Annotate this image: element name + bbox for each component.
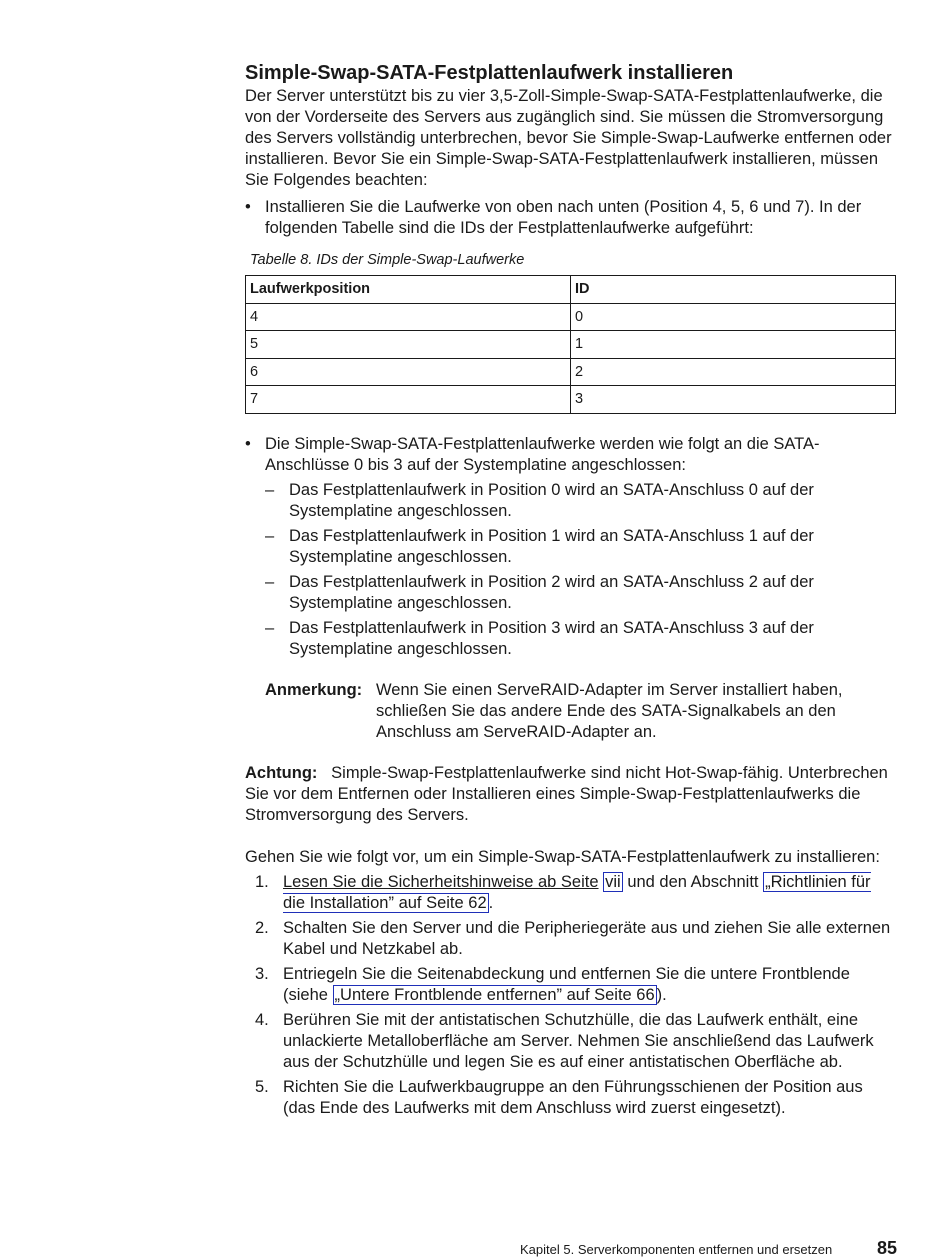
table-cell: 6: [246, 358, 571, 386]
bullet-install-order: [245, 197, 897, 239]
dash-mark: –: [265, 526, 275, 545]
table-caption: Tabelle 8. IDs der Simple-Swap-Laufwerke: [250, 252, 525, 268]
note-block: [245, 680, 897, 743]
note-text: Wenn Sie einen ServeRAID-Adapter im Server installiert haben, schließen Sie das andere Ende des SATA-Signalkabels an den Anschluss am ServeRAID-Adapter an.: [376, 680, 843, 741]
table-cell: 2: [571, 358, 896, 386]
drive-id-table: [245, 275, 896, 414]
step-item: [245, 872, 897, 914]
dash-item: [245, 572, 897, 614]
table-header-row: [246, 276, 896, 304]
step-text: Entriegeln Sie die Seitenabdeckung und entfernen Sie die untere Frontblende (siehe: [283, 964, 850, 1004]
step-number: 3.: [255, 964, 269, 983]
table-row: [246, 303, 896, 331]
dash-item: [245, 618, 897, 660]
step-text: Schalten Sie den Server und die Peripheriegeräte aus und ziehen Sie alle externen Kabel und Netzkabel ab.: [283, 918, 891, 958]
step-number: 1.: [255, 872, 269, 891]
step-text: .: [488, 893, 494, 912]
bullet-mark: •: [245, 434, 251, 453]
step-number: 5.: [255, 1077, 269, 1096]
table-cell: 0: [571, 303, 896, 331]
dash-text: Das Festplattenlaufwerk in Position 2 wird an SATA-Anschluss 2 auf der Systemplatine angeschlossen.: [289, 572, 814, 612]
attention-label: Achtung:: [245, 763, 318, 782]
step-text: und den Abschnitt: [627, 872, 759, 891]
drive-id-table-block: [245, 251, 897, 414]
steps-intro: Gehen Sie wie folgt vor, um ein Simple-Swap-SATA-Festplattenlaufwerk zu installieren:: [245, 847, 880, 866]
step-item: [245, 1010, 897, 1073]
table-cell: 7: [246, 386, 571, 414]
attention-paragraph: [245, 763, 897, 826]
table-row: [246, 331, 896, 359]
note-label: Anmerkung:: [265, 680, 363, 699]
dash-item: [245, 480, 897, 522]
step-text: ).: [656, 985, 667, 1004]
step-item: [245, 964, 897, 1006]
table-cell: 5: [246, 331, 571, 359]
dash-text: Das Festplattenlaufwerk in Position 0 wird an SATA-Anschluss 0 auf der Systemplatine angeschlossen.: [289, 480, 814, 520]
bullet-sata-connection: [245, 434, 897, 476]
table-cell: 3: [571, 386, 896, 414]
link-remove-front-bezel[interactable]: „Untere Frontblende entfernen” auf Seite 66: [334, 985, 655, 1004]
dash-mark: –: [265, 480, 275, 499]
bullet-text: Installieren Sie die Laufwerke von oben nach unten (Position 4, 5, 6 und 7). In der folgenden Tabelle sind die IDs der Festplattenlaufwerke aufgeführt:: [265, 198, 862, 237]
step-number: 2.: [255, 918, 269, 937]
table-row: [246, 386, 896, 414]
table-cell: 1: [571, 331, 896, 359]
dash-text: Das Festplattenlaufwerk in Position 3 wird an SATA-Anschluss 3 auf der Systemplatine angeschlossen.: [289, 618, 814, 658]
section-heading: Simple-Swap-SATA-Festplattenlaufwerk installieren: [245, 62, 734, 84]
step-item: [245, 1077, 897, 1119]
link-installation-guidelines[interactable]: „Richtlinien für die Installation” auf Seite 62: [283, 872, 871, 912]
step-text: Berühren Sie mit der antistatischen Schutzhülle, die das Laufwerk enthält, eine unlackierte Metalloberfläche am Server. Nehmen Sie anschließend das Laufwerk aus der Schutzhülle und legen Sie es auf einer antistatischen Oberfläche ab.: [283, 1010, 874, 1071]
bullet-text: Die Simple-Swap-SATA-Festplattenlaufwerke werden wie folgt an die SATA-Anschlüsse 0 bis 3 auf der Systemplatine angeschlossen:: [265, 434, 820, 474]
dash-item: [245, 526, 897, 568]
attention-text: Simple-Swap-Festplattenlaufwerke sind nicht Hot-Swap-fähig. Unterbrechen Sie vor dem Entfernen oder Installieren eines Simple-Swap-Festplattenlaufwerks die Stromversorgung des Servers.: [245, 763, 888, 824]
step-number: 4.: [255, 1010, 269, 1029]
table-cell: 4: [246, 303, 571, 331]
table-row: [246, 358, 896, 386]
step-text: Richten Sie die Laufwerkbaugruppe an den Führungsschienen der Position aus (das Ende des Laufwerks mit dem Anschluss wird zuerst eingesetzt).: [283, 1077, 863, 1117]
dash-mark: –: [265, 618, 275, 637]
bullet-mark: •: [245, 198, 251, 216]
column-header: ID: [571, 276, 896, 304]
page-content: [245, 60, 897, 1119]
footer-chapter: Kapitel 5. Serverkomponenten entfernen und ersetzen: [520, 1242, 833, 1257]
link-page-vii[interactable]: vii: [605, 872, 621, 891]
dash-mark: –: [265, 572, 275, 591]
intro-paragraph: Der Server unterstützt bis zu vier 3,5-Zoll-Simple-Swap-SATA-Festplattenlaufwerke, die von der Vorderseite des Servers aus zugänglich sind. Sie müssen die Stromversorgung des Servers vollständig unterbrechen, bevor Sie Simple-Swap-Laufwerke entfernen oder installieren. Bevor Sie ein Simple-Swap-SATA-Festplattenlaufwerk installieren, müssen Sie Folgendes beachten:: [245, 87, 892, 189]
dash-text: Das Festplattenlaufwerk in Position 1 wird an SATA-Anschluss 1 auf der Systemplatine angeschlossen.: [289, 526, 814, 566]
page-number: 85: [876, 1238, 897, 1258]
step-text: Lesen Sie die Sicherheitshinweise ab Seite: [283, 872, 599, 891]
column-header: Laufwerkposition: [246, 276, 571, 304]
step-item: [245, 918, 897, 960]
